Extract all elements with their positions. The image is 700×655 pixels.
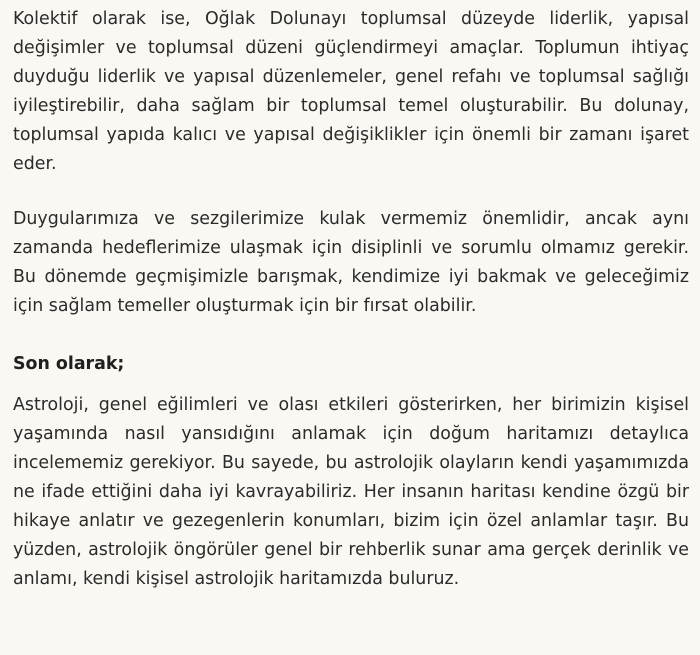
article-body [13, 0, 689, 594]
paragraph-conclusion: Astroloji, genel eğilimleri ve olası etkileri gösterirken, her birimizin kişisel yaşamında nasıl yansıdığını anlamak için doğum haritamızı detaylıca incelememiz gerekiyor. Bu sayede, bu astrolojik olayların kendi yaşamımızda ne ifade ettiğini daha iyi kavrayabiliriz. Her insanın haritası kendine özgü bir hikaye anlatır ve gezegenlerin konumları, bizim için özel anlamlar taşır. Bu yüzden, astrolojik öngörüler genel bir rehberlik sunar ama gerçek derinlik ve anlamı, kendi kişisel astrolojik haritamızda buluruz. [13, 395, 689, 589]
paragraph-emotions-intuition: Duygularımıza ve sezgilerimize kulak vermemiz önemlidir, ancak aynı zamanda hedeflerimize ulaşmak için disiplinli ve sorumlu olmamız gerekir. Bu dönemde geçmişimizle barışmak, kendimize iyi bakmak ve geleceğimiz için sağlam temeller oluşturmak için bir fırsat olabilir. [13, 209, 689, 316]
section-heading-conclusion: Son olarak; [13, 354, 125, 374]
paragraph-collective-full-moon: Kolektif olarak ise, Oğlak Dolunayı toplumsal düzeyde liderlik, yapısal değişimler ve toplumsal düzeni güçlendirmeyi amaçlar. Toplumun ihtiyaç duyduğu liderlik ve yapısal düzenlemeler, genel refahı ve toplumsal sağlığı iyileştirebilir, daha sağlam bir toplumsal temel oluşturabilir. Bu dolunay, toplumsal yapıda kalıcı ve yapısal değişiklikler için önemli bir zamanı işaret eder. [13, 9, 689, 174]
